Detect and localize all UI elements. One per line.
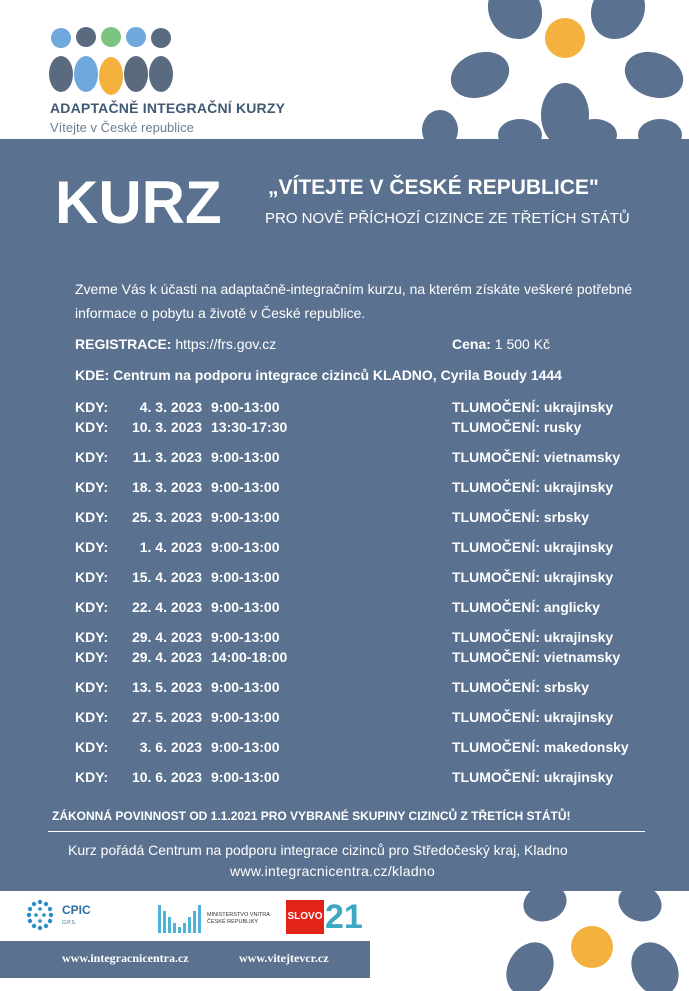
session-kdy-label: KDY: <box>75 509 109 525</box>
interpretation-language: ukrajinsky <box>543 399 614 415</box>
mv-line-2: ČESKÉ REPUBLIKY <box>207 919 259 925</box>
session-row <box>75 509 675 529</box>
session-kdy-label: KDY: <box>75 569 109 585</box>
interpretation-language: srbsky <box>543 679 590 695</box>
interpretation-language: ukrajinsky <box>543 539 614 555</box>
organizer-text: Kurz pořádá Centrum na podporu integrace cizinců pro Středočeský kraj, Kladno <box>68 842 568 858</box>
flower-decoration-bottom <box>490 891 689 991</box>
session-kdy-label: KDY: <box>75 399 109 415</box>
session-date: 22. 4. 2023 <box>131 599 202 615</box>
session-time: 9:00-13:00 <box>211 709 280 725</box>
session-interpretation <box>452 539 613 555</box>
interpretation-label: TLUMOČENÍ: <box>452 679 540 695</box>
ministerstvo-vnitra-logo <box>158 903 204 935</box>
interpretation-language: ukrajinsky <box>543 479 614 495</box>
session-interpretation <box>452 569 613 585</box>
session-interpretation <box>452 679 589 695</box>
flower-decoration-top <box>420 0 689 140</box>
interpretation-language: ukrajinsky <box>543 569 614 585</box>
interpretation-language: makedonsky <box>543 739 629 755</box>
session-date: 3. 6. 2023 <box>139 739 202 755</box>
interpretation-label: TLUMOČENÍ: <box>452 599 540 615</box>
website-link[interactable]: www.integracnicentra.cz/kladno <box>230 863 436 879</box>
session-row <box>75 419 675 439</box>
brand-subtitle: Vítejte v České republice <box>50 120 194 135</box>
interpretation-language: vietnamsky <box>543 449 621 465</box>
session-interpretation <box>452 479 613 495</box>
location: KDE: Centrum na podporu integrace cizinců KLADNO, Cyrila Boudy 1444 <box>75 367 562 383</box>
kurz-heading: KURZ <box>55 169 222 236</box>
cpic-sublabel: O.P.S. <box>62 920 77 926</box>
session-row <box>75 769 675 789</box>
session-kdy-label: KDY: <box>75 599 109 615</box>
session-time: 14:00-18:00 <box>211 649 288 665</box>
session-row <box>75 449 675 469</box>
session-time: 9:00-13:00 <box>211 399 280 415</box>
session-row <box>75 739 675 759</box>
session-interpretation <box>452 629 613 645</box>
footer-link-vitejtevcr[interactable]: www.vitejtevcr.cz <box>239 951 329 965</box>
session-row <box>75 569 675 589</box>
session-date: 29. 4. 2023 <box>131 629 202 645</box>
interpretation-label: TLUMOČENÍ: <box>452 739 540 755</box>
adaptacni-kurzy-logo <box>48 24 180 98</box>
interpretation-label: TLUMOČENÍ: <box>452 649 540 665</box>
slovo21-logo: SLOVO <box>286 900 324 934</box>
mv-line-1: MINISTERSTVO VNITRA <box>207 912 270 918</box>
interpretation-language: ukrajinsky <box>543 629 614 645</box>
session-date: 10. 3. 2023 <box>131 419 202 435</box>
interpretation-label: TLUMOČENÍ: <box>452 479 540 495</box>
interpretation-language: ukrajinsky <box>543 769 614 785</box>
cpic-label: CPIC <box>62 903 91 917</box>
session-time: 13:30-17:30 <box>211 419 288 435</box>
course-title: „VÍTEJTE V ČESKÉ REPUBLICE" <box>268 176 599 199</box>
session-date: 15. 4. 2023 <box>131 569 202 585</box>
session-date: 13. 5. 2023 <box>131 679 202 695</box>
session-date: 1. 4. 2023 <box>139 539 202 555</box>
session-date: 18. 3. 2023 <box>131 479 202 495</box>
session-interpretation <box>452 419 581 435</box>
session-time: 9:00-13:00 <box>211 679 280 695</box>
session-row <box>75 679 675 699</box>
session-time: 9:00-13:00 <box>211 539 280 555</box>
slovo21-number: 21 <box>325 898 363 936</box>
ministerstvo-vnitra-text <box>207 912 270 926</box>
session-interpretation <box>452 739 629 755</box>
session-interpretation <box>452 599 600 615</box>
interpretation-label: TLUMOČENÍ: <box>452 509 540 525</box>
session-kdy-label: KDY: <box>75 769 109 785</box>
interpretation-language: srbsky <box>543 509 590 525</box>
interpretation-language: vietnamsky <box>543 649 621 665</box>
registration-label: REGISTRACE: <box>75 336 172 352</box>
session-interpretation <box>452 649 620 665</box>
session-row <box>75 479 675 499</box>
interpretation-language: ukrajinsky <box>543 709 614 725</box>
session-interpretation <box>452 509 589 525</box>
session-kdy-label: KDY: <box>75 419 109 435</box>
session-kdy-label: KDY: <box>75 709 109 725</box>
session-kdy-label: KDY: <box>75 739 109 755</box>
course-subtitle: PRO NOVĚ PŘÍCHOZÍ CIZINCE ZE TŘETÍCH STÁTŮ <box>265 210 630 227</box>
session-kdy-label: KDY: <box>75 479 109 495</box>
session-date: 10. 6. 2023 <box>131 769 202 785</box>
registration <box>75 336 276 352</box>
session-row <box>75 399 675 419</box>
session-time: 9:00-13:00 <box>211 599 280 615</box>
session-date: 29. 4. 2023 <box>131 649 202 665</box>
session-row <box>75 539 675 559</box>
intro-text: Zveme Vás k účasti na adaptačně-integračním kurzu, na kterém získáte veškeré potřebné informace o pobytu a životě v České republice. <box>75 281 633 321</box>
interpretation-language: anglicky <box>543 599 600 615</box>
interpretation-language: rusky <box>543 419 582 435</box>
session-row <box>75 599 675 619</box>
session-interpretation <box>452 449 620 465</box>
session-time: 9:00-13:00 <box>211 509 280 525</box>
session-time: 9:00-13:00 <box>211 569 280 585</box>
interpretation-label: TLUMOČENÍ: <box>452 399 540 415</box>
footer-link-integracnicentra[interactable]: www.integracnicentra.cz <box>62 951 189 965</box>
session-kdy-label: KDY: <box>75 539 109 555</box>
session-date: 25. 3. 2023 <box>131 509 202 525</box>
session-date: 4. 3. 2023 <box>139 399 202 415</box>
session-kdy-label: KDY: <box>75 649 109 665</box>
session-row <box>75 709 675 729</box>
legal-notice: ZÁKONNÁ POVINNOST OD 1.1.2021 PRO VYBRANÉ SKUPINY CIZINCŮ Z TŘETÍCH STÁTŮ! <box>52 809 571 823</box>
price <box>452 336 550 352</box>
price-label: Cena: <box>452 336 491 352</box>
session-interpretation <box>452 399 613 415</box>
session-row <box>75 649 675 669</box>
interpretation-label: TLUMOČENÍ: <box>452 449 540 465</box>
session-time: 9:00-13:00 <box>211 629 280 645</box>
session-time: 9:00-13:00 <box>211 449 280 465</box>
interpretation-label: TLUMOČENÍ: <box>452 629 540 645</box>
session-date: 27. 5. 2023 <box>131 709 202 725</box>
session-kdy-label: KDY: <box>75 679 109 695</box>
brand-title: ADAPTAČNĚ INTEGRAČNÍ KURZY <box>50 100 286 116</box>
interpretation-label: TLUMOČENÍ: <box>452 769 540 785</box>
interpretation-label: TLUMOČENÍ: <box>452 569 540 585</box>
session-time: 9:00-13:00 <box>211 739 280 755</box>
divider <box>48 831 645 832</box>
session-interpretation <box>452 709 613 725</box>
session-time: 9:00-13:00 <box>211 769 280 785</box>
session-date: 11. 3. 2023 <box>132 449 202 465</box>
session-row <box>75 629 675 649</box>
session-time: 9:00-13:00 <box>211 479 280 495</box>
registration-link[interactable]: https://frs.gov.cz <box>171 336 277 352</box>
session-kdy-label: KDY: <box>75 449 109 465</box>
price-value: 1 500 Kč <box>490 336 551 352</box>
interpretation-label: TLUMOČENÍ: <box>452 709 540 725</box>
interpretation-label: TLUMOČENÍ: <box>452 539 540 555</box>
session-kdy-label: KDY: <box>75 629 109 645</box>
interpretation-label: TLUMOČENÍ: <box>452 419 540 435</box>
session-interpretation <box>452 769 613 785</box>
